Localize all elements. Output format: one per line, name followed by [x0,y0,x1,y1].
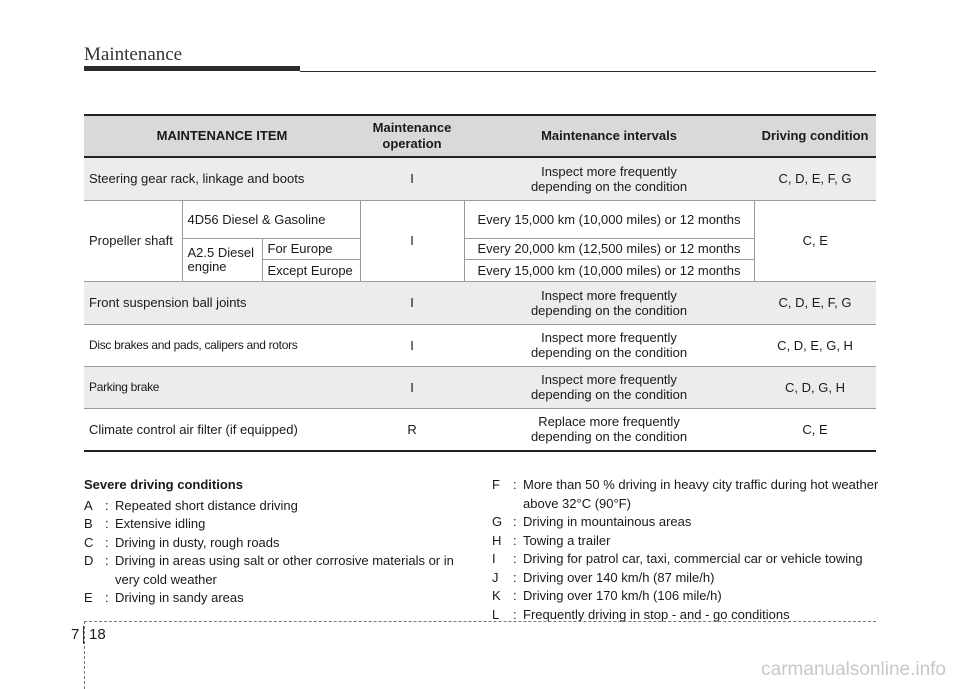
interval-line1: Inspect more frequently [541,163,677,179]
table-row [84,408,876,451]
header-maintenance-intervals: Maintenance intervals [464,115,754,157]
table-row [84,157,876,200]
condition-key: B [84,516,93,531]
propeller-sub-except-europe: Except Europe [262,259,360,281]
row-condition: C, D, G, H [754,366,876,408]
row-interval [464,281,754,324]
row-item: Front suspension ball joints [84,281,360,324]
row-item: Parking brake [84,366,360,408]
condition-separator: : [105,516,109,531]
condition-text: Driving in sandy areas [115,590,244,605]
row-condition: C, D, E, F, G [754,281,876,324]
condition-item [84,534,464,553]
table-row [84,366,876,408]
propeller-sub-for-europe: For Europe [262,238,360,259]
header-operation-line2: operation [382,136,442,151]
table-row [84,324,876,366]
condition-separator: : [513,477,517,492]
condition-separator: : [105,553,109,568]
a25-label-line2: engine [187,258,227,274]
condition-key: D [84,553,94,568]
condition-text: Frequently driving in stop - and - go conditions [523,606,790,622]
row-condition: C, D, E, G, H [754,324,876,366]
condition-text: Driving for patrol car, taxi, commercial car or vehicle towing [523,551,863,566]
condition-key: K [492,588,501,603]
row-operation: R [360,408,464,451]
row-interval [464,408,754,451]
row-operation: I [360,200,464,281]
footer-vertical-rule [84,621,85,689]
row-interval [464,324,754,366]
row-item: Disc brakes and pads, calipers and rotors [84,324,360,366]
condition-text: Towing a trailer [523,532,611,548]
interval-line2: depending on the condition [530,302,688,318]
severe-conditions-heading: Severe driving conditions [84,477,243,492]
condition-item [84,552,464,589]
condition-item [84,497,464,516]
condition-item [492,569,892,588]
condition-separator: : [105,590,109,605]
row-item: Propeller shaft [84,200,182,281]
a25-label-line1: A2.5 Diesel [187,244,254,260]
condition-item [492,513,892,532]
footer-rule [84,621,876,622]
condition-text: Driving in dusty, rough roads [115,534,280,550]
condition-key: G [492,514,503,529]
condition-key: F [492,477,500,492]
condition-key: L [492,606,500,622]
table-header-row [84,115,876,157]
condition-text: Driving in mountainous areas [523,514,692,529]
row-condition: C, E [754,200,876,281]
interval-line2: depending on the condition [530,345,688,360]
header-maintenance-operation [360,115,464,157]
condition-list-right [492,476,892,624]
row-item: Climate control air filter (if equipped) [84,408,360,451]
propeller-interval-europe: Every 20,000 km (12,500 miles) or 12 months [464,238,754,259]
page-number-divider [83,626,84,644]
row-operation: I [360,366,464,408]
condition-text: Repeated short distance driving [115,497,298,513]
watermark: carmanualsonline.info [761,659,946,680]
condition-text: Extensive idling [115,516,206,531]
header-maintenance-item: MAINTENANCE ITEM [84,115,360,157]
interval-line1: Inspect more frequently [541,330,677,345]
propeller-interval-except-europe: Every 15,000 km (10,000 miles) or 12 months [464,259,754,281]
condition-separator: : [105,497,109,513]
propeller-interval-4d56: Every 15,000 km (10,000 miles) or 12 months [464,200,754,238]
condition-key: I [492,551,496,566]
condition-item [492,587,892,606]
condition-separator: : [513,551,517,566]
propeller-sub-4d56: 4D56 Diesel & Gasoline [182,200,360,238]
row-operation: I [360,281,464,324]
condition-key: H [492,532,502,548]
severe-conditions-right [492,476,892,624]
interval-line2: depending on the condition [530,429,688,445]
severe-conditions-left [84,476,464,608]
condition-separator: : [513,588,517,603]
condition-key: A [84,497,93,513]
interval-line2: depending on the condition [530,387,688,402]
condition-item [492,476,892,513]
condition-text: Driving over 170 km/h (106 mile/h) [523,588,722,603]
interval-line1: Replace more frequently [538,414,680,430]
condition-key: C [84,534,94,550]
condition-item [492,550,892,569]
header-rule [300,71,876,72]
table-row-propeller [84,200,876,238]
condition-separator: : [513,514,517,529]
condition-separator: : [513,606,517,622]
condition-separator: : [513,569,517,585]
condition-key: J [492,569,499,585]
row-operation: I [360,324,464,366]
header-driving-condition: Driving condition [754,115,876,157]
condition-separator: : [105,534,109,550]
page-number: 18 [89,626,106,643]
page-header-title: Maintenance [84,44,183,65]
condition-list-left [84,497,464,608]
condition-item [492,532,892,551]
condition-text: Driving in areas using salt or other corrosive materials or in very cold weather [115,553,454,587]
row-interval [464,157,754,200]
condition-key: E [84,590,93,605]
interval-line2: depending on the condition [530,178,688,194]
row-interval [464,366,754,408]
table-row [84,281,876,324]
row-condition: C, D, E, F, G [754,157,876,200]
row-operation: I [360,157,464,200]
condition-text: Driving over 140 km/h (87 mile/h) [523,569,715,585]
interval-line1: Inspect more frequently [541,372,677,387]
header-operation-line1: Maintenance [372,120,452,135]
condition-text: More than 50 % driving in heavy city traffic during hot weather above 32°C (90°F) [523,477,879,511]
propeller-sub-a25 [182,238,262,281]
condition-item [84,589,464,608]
row-item: Steering gear rack, linkage and boots [84,157,360,200]
condition-item [84,515,464,534]
interval-line1: Inspect more frequently [541,287,677,303]
header-accent-bar [84,66,300,71]
row-condition: C, E [754,408,876,451]
chapter-number: 7 [71,626,80,643]
condition-separator: : [513,532,517,548]
maintenance-table [84,114,876,452]
